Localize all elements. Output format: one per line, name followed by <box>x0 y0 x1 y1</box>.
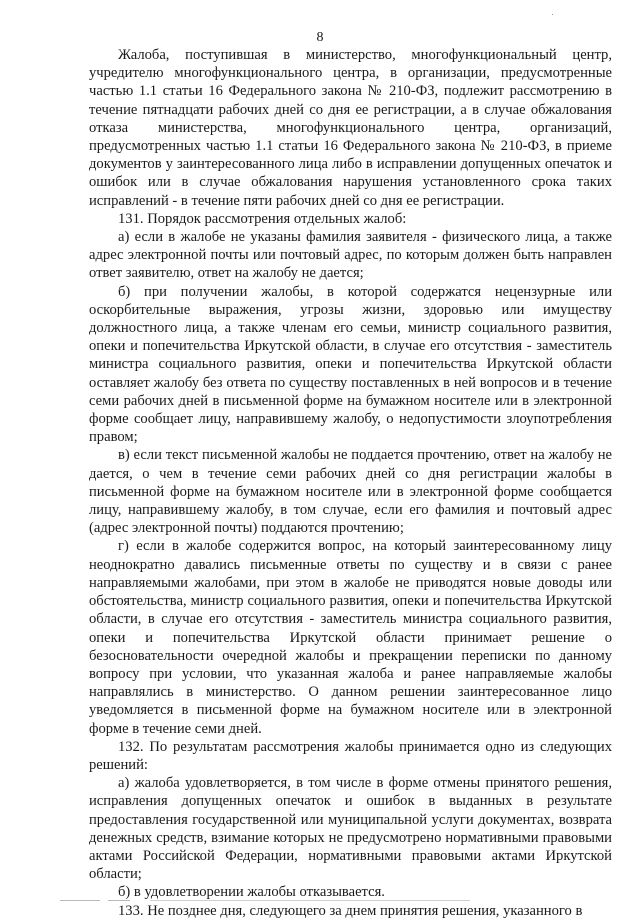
paragraph-132-a: а) жалоба удовлетворяется, в том числе в форме отмены принятого решения, исправления допущенных опечаток и ошибок в выданных в результате предоставления государственной или муниципальной услуги документах, возврата денежных средств, взимание которых не предусмотрено нормативными правовыми актами Российской Федерации, нормативными правовыми актами Иркутской области; <box>89 775 612 883</box>
paragraph-131-b: б) при получении жалобы, в которой содержатся нецензурные или оскорбительные выражения, угрозы жизни, здоровью или имуществу должностного лица, а также членам его семьи, министр социального развития, опеки и попечительства Иркутской области, в случае его отсутствия - заместитель министра социального развития, опеки и попечительства Иркутской области оставляет жалобу без ответа по существу поставленных в ней вопросов и в течение семи рабочих дней в письменной форме на бумажном носителе или в электронной форме сообщает лицу, направившему жалобу, о недопустимости злоупотребления правом; <box>89 283 612 446</box>
scan-edge-mark <box>150 900 470 901</box>
body-text <box>89 46 612 920</box>
page-number: 8 <box>316 30 324 45</box>
paragraph-131-a: а) если в жалобе не указаны фамилия заявителя - физического лица, а также адрес электронной почты или почтовый адрес, по которым должен быть направлен ответ заявителю, ответ на жалобу не дается; <box>89 229 612 282</box>
paragraph-131-v: в) если текст письменной жалобы не поддается прочтению, ответ на жалобу не дается, о чем в течение семи рабочих дней со дня регистрации жалобы в письменной форме на бумажном носителе или в электронной форме сообщается лицу, направившему жалобу, в том случае, если его фамилия и почтовый адрес (адрес электронной почты) поддаются прочтению; <box>89 447 612 537</box>
scan-edge-mark <box>108 900 130 901</box>
paragraph-131-heading: 131. Порядок рассмотрения отдельных жалоб: <box>118 210 407 227</box>
paragraph-132-b: б) в удовлетворении жалобы отказывается. <box>118 884 385 901</box>
scan-edge-mark <box>60 900 100 901</box>
paragraph-complaint-deadline: Жалоба, поступившая в министерство, многофункциональный центр, учредителю многофункционального центра, в организации, предусмотренные частью 1.1 статьи 16 Федерального закона № 210-ФЗ, подлежит рассмотрению в течение пятнадцати рабочих дней со дня ее регистрации, а в случае обжалования отказа министерства, многофункционального центра, организаций, предусмотренных частью 1.1 статьи 16 Федерального закона № 210-ФЗ, в приеме документов у заинтересованного лица либо в исправлении допущенных опечаток и ошибок или в случае обжалования нарушения установленного срока таких исправлений - в течение пяти рабочих дней со дня ее регистрации. <box>89 47 612 209</box>
scan-speck <box>552 14 553 15</box>
paragraph-132-heading: 132. По результатам рассмотрения жалобы принимается одно из следующих решений: <box>89 738 612 773</box>
paragraph-133: 133. Не позднее дня, следующего за днем принятия решения, указанного в <box>118 902 583 919</box>
paragraph-131-g: г) если в жалобе содержится вопрос, на который заинтересованному лицу неоднократно давались письменные ответы по существу и в связи с ранее направляемыми жалобами, при этом в жалобе не приводятся новые доводы или обстоятельства, министр социального развития, опеки и попечительства Иркутской области, в случае его отсутствия - заместитель министра социального развития, опеки и попечительства Иркутской области принимает решение о безосновательности очередной жалобы и прекращении переписки по данному вопросу при условии, что указанная жалоба и ранее направляемые жалобы направлялись в министерство. О данном решении заинтересованное лицо уведомляется в письменной форме на бумажном носителе или в электронной форме в течение семи дней. <box>89 538 612 737</box>
